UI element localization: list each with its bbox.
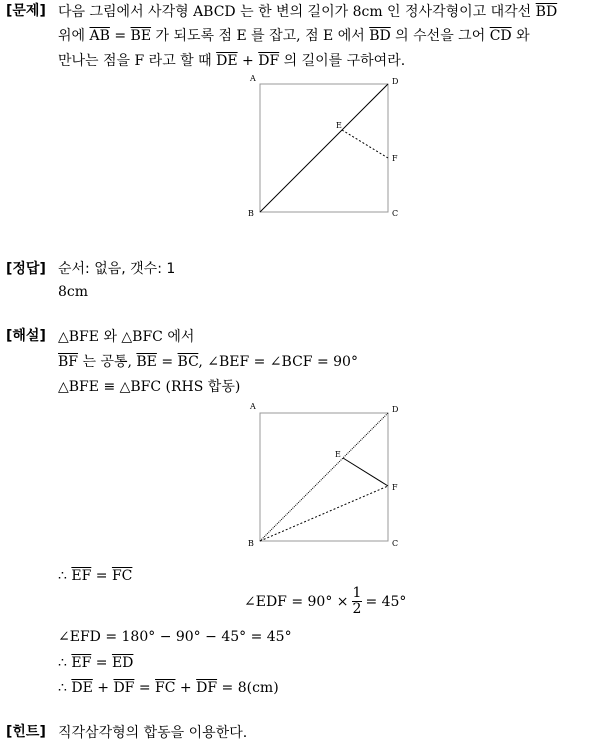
solution-line-7: ∴ $\overline{EF} = \overline{ED}$ — [58, 655, 134, 671]
point-b-label: B — [248, 539, 254, 548]
solution-line-2: $\overline{BF}$ 는 공통, $\overline{BE} = \overline{BC}$, ∠BEF = ∠BCF = 90° — [58, 354, 358, 370]
problem-label: [문제] — [6, 3, 46, 19]
point-c-label: C — [392, 539, 399, 548]
figure-1-square — [244, 72, 408, 220]
problem-line-3: 만나는 점을 F 라고 할 때 $\overline{DE} + \overline{DF}$ 의 길이를 구하여라. — [58, 53, 406, 69]
solution-line-3: △BFE ≡ △BFC (RHS 합동) — [58, 379, 241, 395]
point-d-label: D — [392, 405, 399, 414]
point-c-label: C — [392, 209, 399, 218]
point-a-label: A — [250, 74, 256, 83]
point-a-label: A — [250, 402, 256, 411]
solution-line-5: ∠EDF = 90° × $\frac{1}{2}$ = 45° — [244, 585, 407, 617]
solution-line-8: ∴ $\overline{DE} + \overline{DF} = \overline{FC} + \overline{DF} = 8(cm)$ — [58, 680, 279, 696]
figure-2-square — [244, 400, 408, 550]
segment-be: $\overline{BE}$ — [130, 28, 152, 44]
hint-text: 직각삼각형의 합동을 이용한다. — [58, 725, 248, 741]
segment-bd: $\overline{BD}$ — [369, 28, 391, 44]
problem-line-2: 위에 $\overline{AB} = \overline{BE}$ 가 되도록 점 E 를 잡고, 점 E 에서 $\overline{BD}$ 의 수선을 그어 $\overline{CD}$ 와 — [58, 28, 530, 44]
segment-de: $\overline{DE}$ — [216, 53, 238, 69]
fraction: $\frac{1}{2}$ — [352, 585, 362, 617]
point-f-label: F — [392, 154, 398, 163]
solution-label: [해설] — [6, 328, 46, 344]
hint-label: [힌트] — [6, 724, 46, 740]
segment-ab: $\overline{AB}$ — [89, 28, 110, 44]
answer-label: [정답] — [6, 261, 46, 277]
solution-line-1: △BFE 와 △BFC 에서 — [58, 329, 195, 345]
point-e-label: E — [336, 121, 342, 130]
segment-cd: $\overline{CD}$ — [489, 28, 512, 44]
problem-line-1: 다음 그림에서 사각형 ABCD 는 한 변의 길이가 8cm 인 정사각형이고 대각선 $\overline{BD}$ — [58, 4, 558, 20]
point-b-label: B — [248, 209, 254, 218]
solution-line-6: ∠EFD = 180° − 90° − 45° = 45° — [58, 629, 292, 645]
segment-bd: $\overline{BD}$ — [535, 4, 558, 20]
answer-meta: 순서: 없음, 갯수: 1 — [58, 261, 176, 277]
point-e-label: E — [335, 450, 341, 459]
segment-df: $\overline{DF}$ — [258, 53, 280, 69]
point-f-label: F — [392, 483, 398, 492]
solution-line-4: ∴ $\overline{EF} = \overline{FC}$ — [58, 568, 133, 584]
answer-value: 8cm — [58, 284, 89, 300]
point-d-label: D — [392, 77, 399, 86]
